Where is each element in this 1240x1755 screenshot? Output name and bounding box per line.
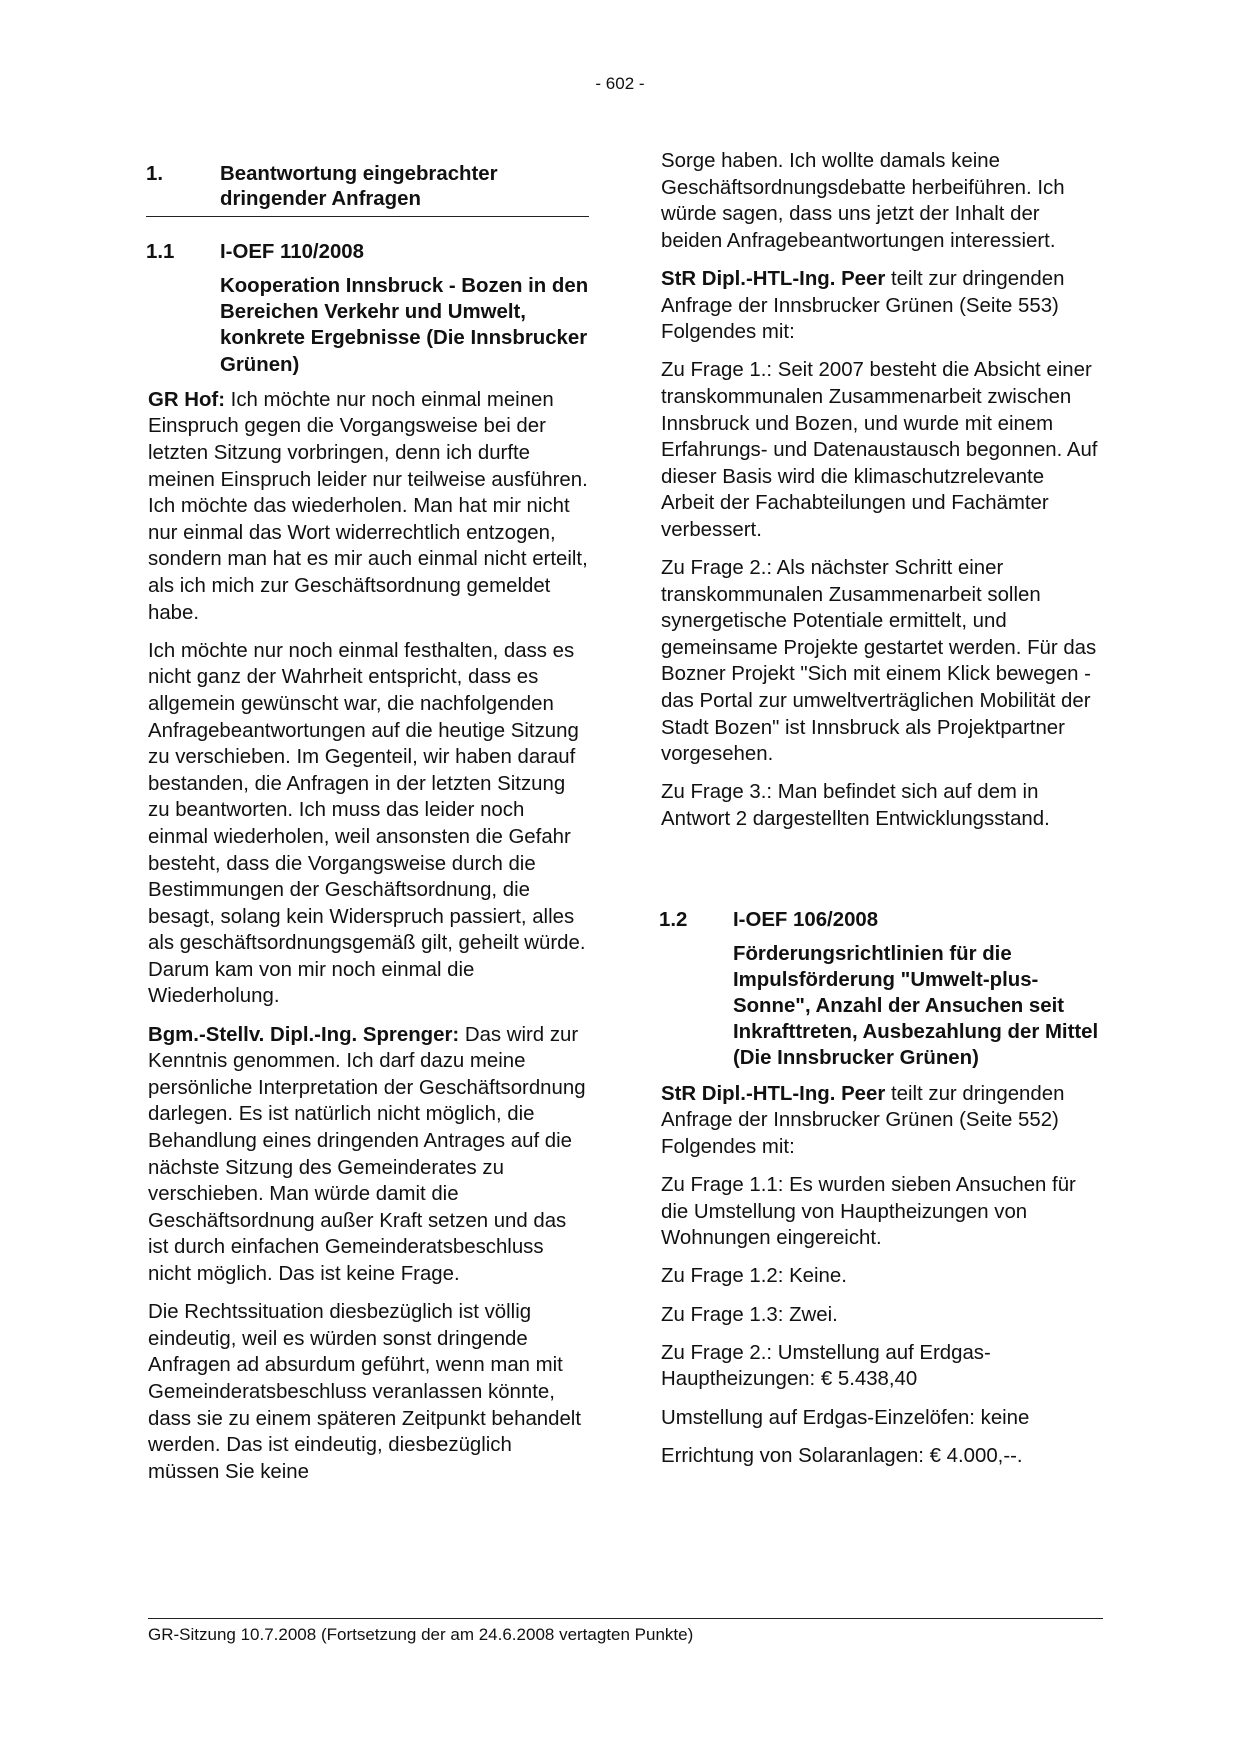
item-number: 1.1 [146, 241, 175, 263]
speaker-name: StR Dipl.-HTL-Ing. Peer [661, 267, 886, 290]
item-code: I-OEF 106/2008 [733, 908, 879, 931]
speaker-name: StR Dipl.-HTL-Ing. Peer [661, 1082, 886, 1105]
page-number: - 602 - [595, 74, 645, 93]
paragraph: Errichtung von Solaranlagen: € 4.000,--. [661, 1444, 1023, 1467]
item-subject: Förderungsrichtlinien für die Impulsförderung "Umwelt-plus-Sonne", Anzahl der Ansuchen seit Inkrafttreten, Ausbezahlung der Mittel (Die Innsbrucker Grünen) [733, 942, 1099, 1070]
section-number: 1. [146, 163, 164, 185]
section-heading [146, 148, 589, 217]
left-column [148, 148, 588, 1497]
paragraph: Zu Frage 2.: Als nächster Schritt einer transkommunalen Zusammenarbeit sollen synergetische Potentiale ermittelt, und gemeinsame Projekte gestartet werden. Für das Bozner Projekt "Sich mit einem Klick bewegen - das Portal zur umweltverträglichen Mobilität der Stadt Bozen" ist Innsbruck als Projektpartner vorgesehen. [661, 557, 1097, 766]
paragraph: Zu Frage 1.1: Es wurden sieben Ansuchen für die Umstellung von Hauptheizungen von Wohnungen eingereicht. [661, 1174, 1076, 1250]
paragraph: Sorge haben. Ich wollte damals keine Geschäftsordnungsdebatte herbeiführen. Ich würde sagen, dass uns jetzt der Inhalt der beiden Anfragebeantwortungen interessiert. [661, 150, 1065, 252]
paragraph [661, 266, 1101, 346]
item-heading-1-1 [146, 239, 588, 265]
right-column [661, 148, 1101, 1481]
paragraph [148, 387, 588, 626]
item-heading-1-2 [659, 907, 1101, 933]
item-number: 1.2 [659, 908, 688, 931]
paragraph-text: Das wird zur Kenntnis genommen. Ich darf dazu meine persönliche Interpretation der Geschäftsordnung darlegen. Es ist natürlich nicht möglich, die Behandlung eines dringenden Antrages auf die nächste Sitzung des Gemeinderates zu verschieben. Man würde damit die Geschäftsordnung außer Kraft setzen und das ist durch einfachen Gemeinderatsbeschluss nicht möglich. Das ist keine Frage. [148, 1023, 586, 1285]
paragraph: Zu Frage 1.3: Zwei. [661, 1303, 838, 1326]
paragraph: Die Rechtssituation diesbezüglich ist völlig eindeutig, weil es würden sonst dringende Anfragen ad absurdum geführt, wenn man mit Gemeinderatsbeschluss veranlassen könnte, dass sie zu einem späteren Zeitpunkt behandelt werden. Das ist eindeutig, diesbezüglich müssen Sie keine [148, 1301, 582, 1483]
paragraph: Umstellung auf Erdgas-Einzelöfen: keine [661, 1406, 1030, 1429]
speaker-name: GR Hof: [148, 388, 226, 411]
paragraph: Ich möchte nur noch einmal festhalten, dass es nicht ganz der Wahrheit entspricht, dass es allgemein gewünscht war, die nachfolgenden Anfragebeantwortungen auf die heutige Sitzung zu verschieben. Im Gegenteil, wir haben darauf bestanden, die Anfragen in der letzten Sitzung zu beantworten. Ich muss das leider noch einmal wiederholen, weil ansonsten die Gefahr besteht, dass die Vorgangsweise durch die Bestimmungen der Geschäftsordnung, die besagt, solang kein Widerspruch passiert, alles als geschäftsordnungsgemäß gilt, geheilt würde. Darum kam von mir noch einmal die Wiederholung. [148, 639, 586, 1008]
item-code: I-OEF 110/2008 [220, 241, 364, 263]
paragraph: Zu Frage 2.: Umstellung auf Erdgas-Hauptheizungen: € 5.438,40 [661, 1341, 991, 1391]
speaker-name: Bgm.-Stellv. Dipl.-Ing. Sprenger: [148, 1023, 460, 1046]
paragraph-text: Ich möchte nur noch einmal meinen Einspruch gegen die Vorgangsweise bei der letzten Sitzung vorbringen, denn ich durfte meinen Einspruch leider nur teilweise ausführen. Ich möchte das wiederholen. Man hat mir nicht nur einmal das Wort widerrechtlich entzogen, sondern man hat es mir auch einmal nicht erteilt, als ich mich zur Geschäftsordnung gemeldet habe. [148, 388, 588, 624]
paragraph: Zu Frage 1.: Seit 2007 besteht die Absicht einer transkommunalen Zusammenarbeit zwischen Innsbruck und Bozen, und wurde mit einem Erfahrungs- und Datenaustausch begonnen. Auf dieser Basis wird die klimaschutzrelevante Arbeit der Fachabteilungen und Fachämter verbessert. [661, 359, 1098, 541]
paragraph: Zu Frage 1.2: Keine. [661, 1265, 847, 1288]
item-subject: Kooperation Innsbruck - Bozen in den Bereichen Verkehr und Umwelt, konkrete Ergebnisse (Die Innsbrucker Grünen) [220, 275, 589, 376]
paragraph [661, 1081, 1101, 1161]
paragraph-text: teilt zur dringenden Anfrage der Innsbrucker Grünen (Seite 553) Folgendes mit: [661, 267, 1065, 344]
page-footer: GR-Sitzung 10.7.2008 (Fortsetzung der am 24.6.2008 vertagten Punkte) [148, 1618, 1103, 1645]
section-title: Beantwortung eingebrachter dringender Anfragen [220, 163, 498, 210]
paragraph-text: teilt zur dringenden Anfrage der Innsbrucker Grünen (Seite 552) Folgendes mit: [661, 1082, 1065, 1158]
paragraph: Zu Frage 3.: Man befindet sich auf dem in Antwort 2 dargestellten Entwicklungsstand. [661, 781, 1050, 831]
paragraph [148, 1022, 588, 1288]
